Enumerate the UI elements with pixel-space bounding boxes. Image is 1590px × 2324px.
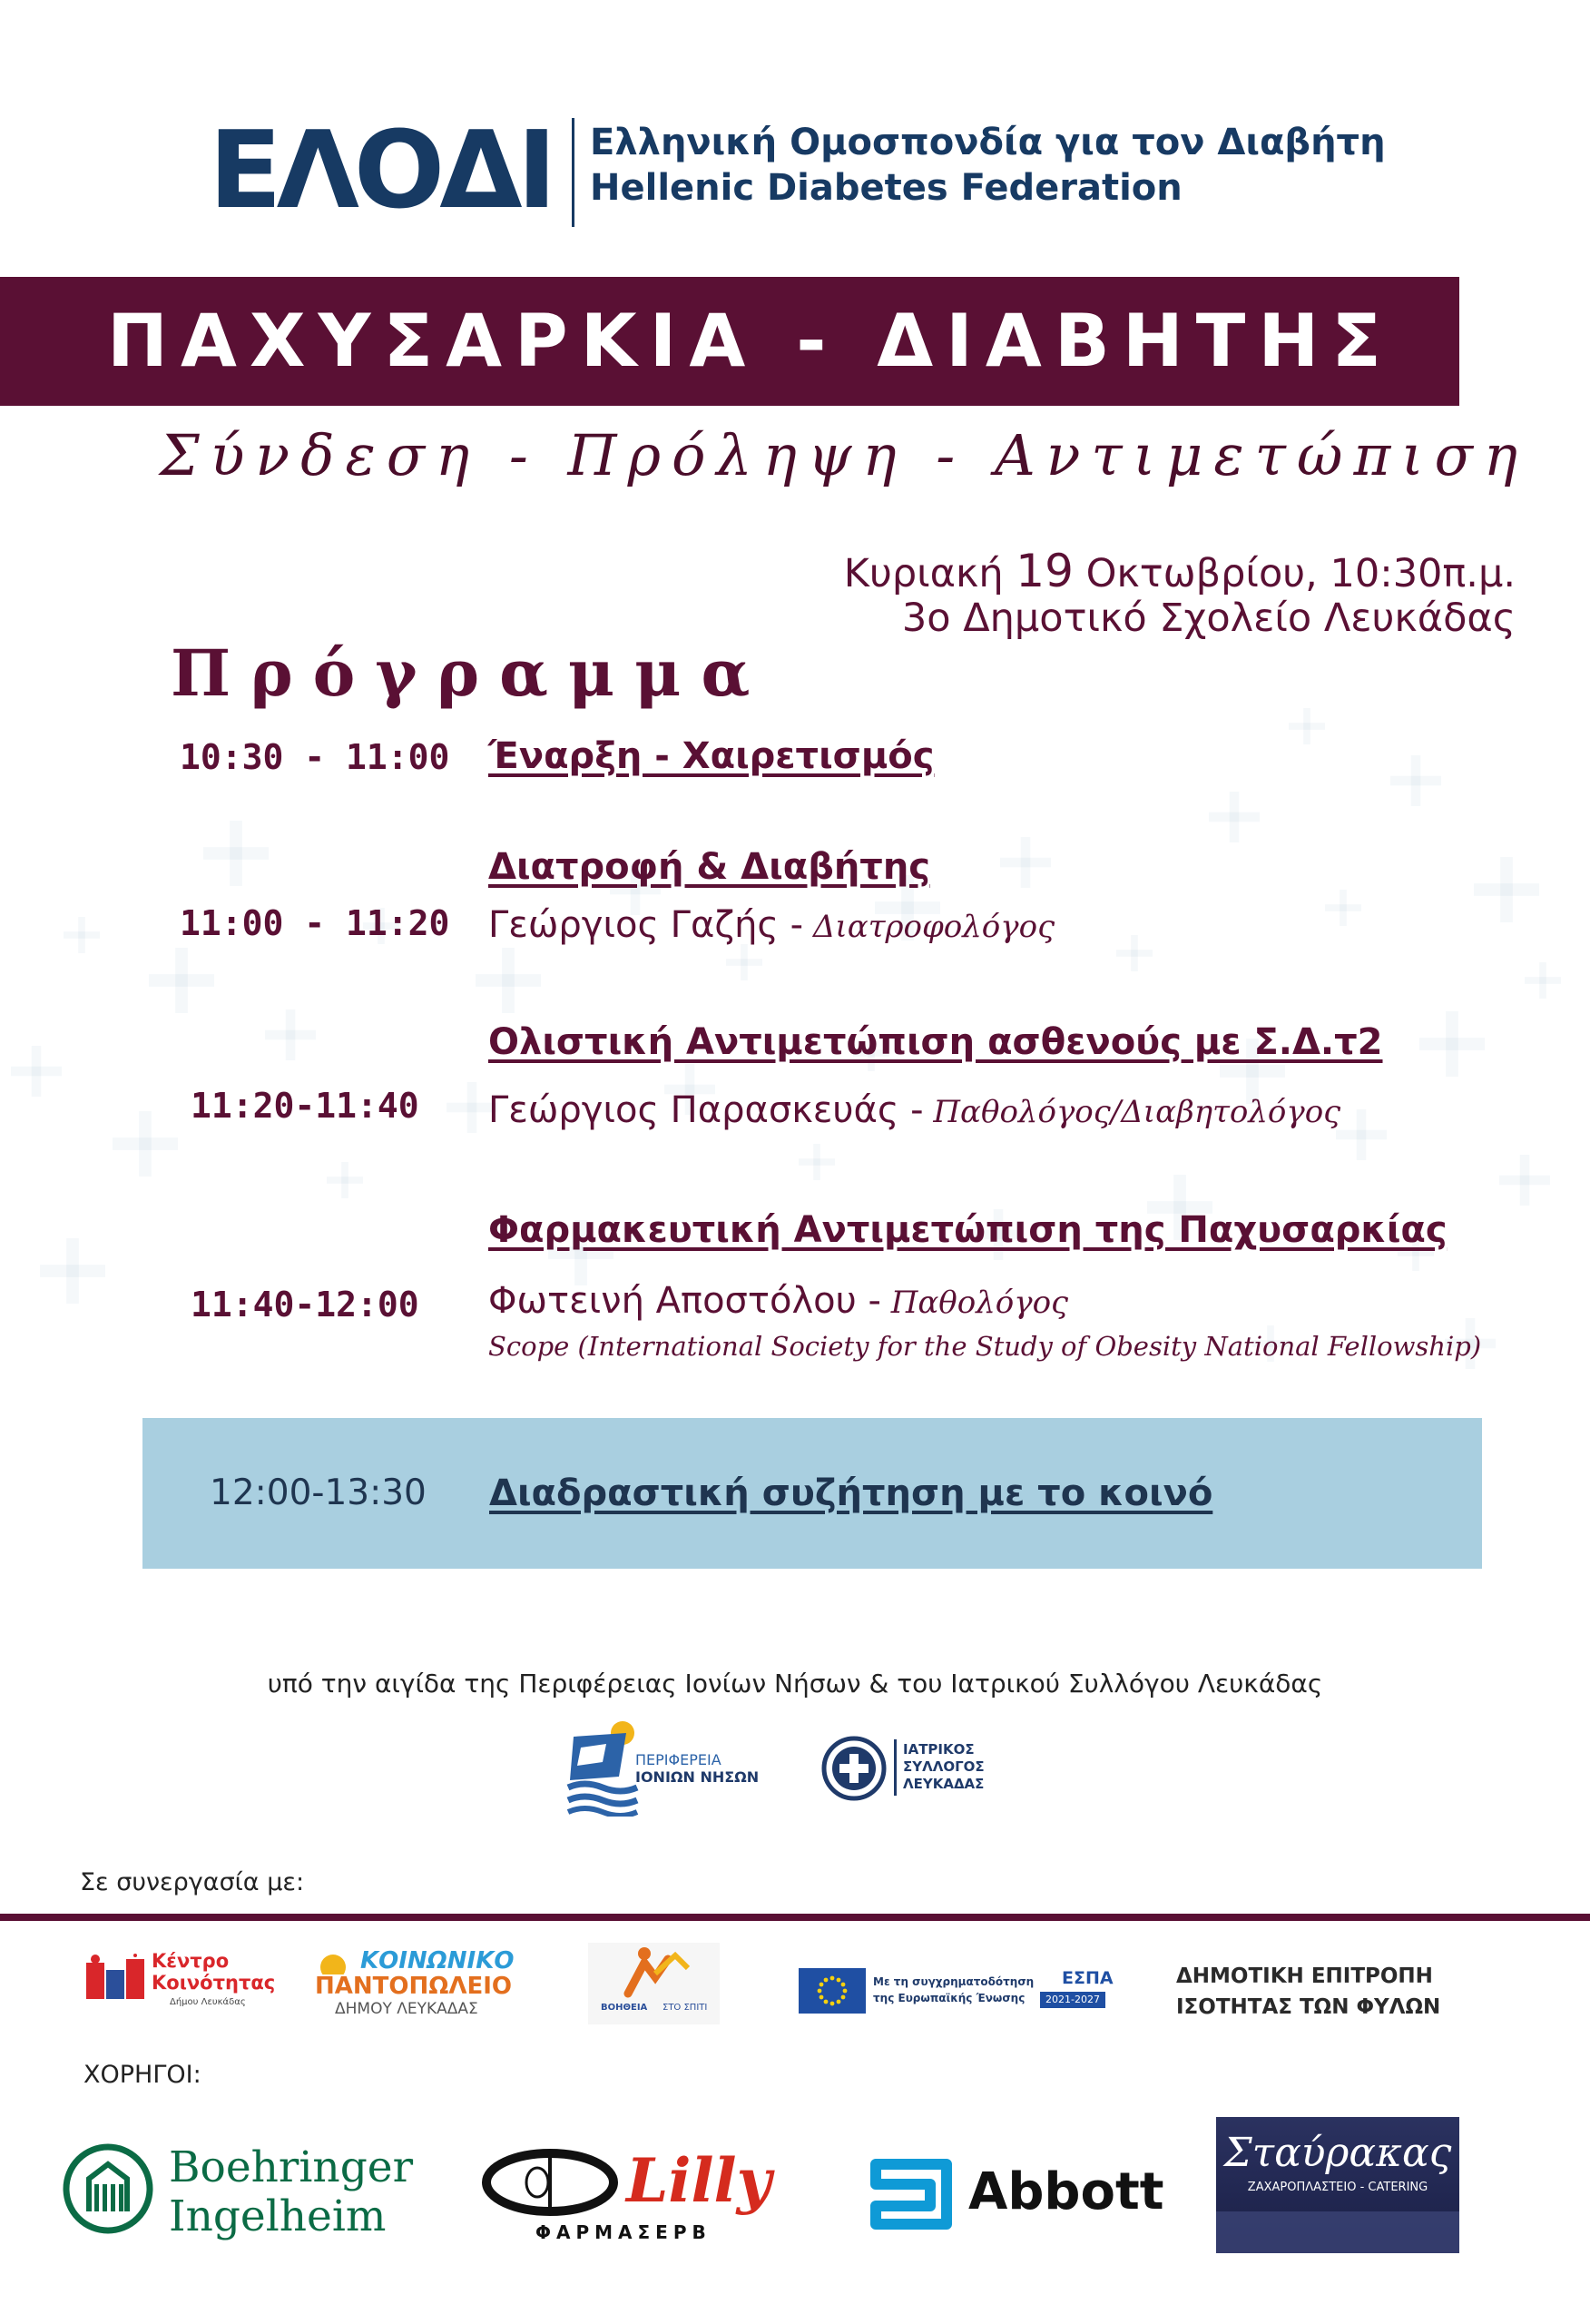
program-speaker: Φωτεινή Αποστόλου - Παθολόγος xyxy=(488,1280,1069,1322)
medical-association-logo xyxy=(821,1734,994,1807)
espa-badge xyxy=(1040,1992,1105,2008)
boehringer-text: Ingelheim xyxy=(169,2191,387,2241)
eliodi-logo xyxy=(209,109,1416,231)
background-cross xyxy=(476,948,541,1013)
ionian-region-emblem-icon xyxy=(566,1720,639,1817)
background-cross xyxy=(726,944,762,980)
boehringer-emblem-icon xyxy=(62,2142,154,2235)
program-speaker-role: Παθολόγος xyxy=(880,1285,1069,1321)
org-name-greek: Ελληνική Ομοσπονδία για τον Διαβήτη xyxy=(590,122,1386,163)
eu-flag-icon xyxy=(799,1968,866,2014)
community-center-logo xyxy=(86,1950,276,2014)
discussion-time: 12:00-13:30 xyxy=(210,1472,427,1513)
event-date-day: 19 xyxy=(1016,545,1074,597)
background-cross xyxy=(149,948,214,1013)
background-cross xyxy=(1390,755,1441,806)
boehringer-text: Boehringer xyxy=(169,2142,414,2192)
background-cross xyxy=(1325,890,1361,926)
medical-logo-divider xyxy=(894,1739,897,1796)
collaboration-divider xyxy=(0,1914,1590,1921)
stavrakas-skyline xyxy=(1216,2211,1459,2253)
home-help-emblem-icon xyxy=(619,1946,692,2001)
equality-committee-text: ΙΣΟΤΗΤΑΣ ΤΩΝ ΦΥΛΩΝ xyxy=(1176,1995,1441,2019)
home-help-logo xyxy=(588,1943,720,2024)
program-heading: Πρόγραμμα xyxy=(171,635,770,711)
collaboration-label: Σε συνεργασία με: xyxy=(80,1868,305,1896)
program-time: 11:40-12:00 xyxy=(191,1285,419,1324)
medical-logo-text: ΣΥΛΛΟΓΟΣ xyxy=(903,1758,985,1775)
background-cross xyxy=(64,917,100,953)
logo-divider xyxy=(572,118,574,227)
background-cross xyxy=(1000,837,1051,888)
program-talk-title: Έναρξη - Χαιρετισμός xyxy=(488,735,935,777)
lilly-text: Lilly xyxy=(626,2145,771,2216)
background-cross xyxy=(1499,1155,1550,1206)
program-speaker-role: Παθολόγος/Διαβητολόγος xyxy=(923,1094,1341,1130)
medical-cross-emblem-icon xyxy=(821,1736,887,1801)
background-cross xyxy=(1116,935,1153,971)
background-cross xyxy=(1525,962,1561,999)
background-cross xyxy=(1419,1011,1485,1077)
community-center-text: Κέντρο xyxy=(152,1950,230,1972)
background-cross xyxy=(1209,792,1260,842)
social-grocery-logo xyxy=(313,1947,517,2020)
ionian-region-logo-text: ΙΟΝΙΩΝ ΝΗΣΩΝ xyxy=(635,1768,760,1786)
event-date: Κυριακή 19 Οκτωβρίου, 10:30π.μ. xyxy=(843,545,1516,597)
community-center-emblem-icon xyxy=(86,1954,146,2004)
background-cross xyxy=(327,1162,363,1198)
program-speaker-note: Scope (International Society for the Study of Obesity National Fellowship) xyxy=(488,1331,1482,1362)
stavrakas-subtitle: ΖΑΧΑΡΟΠΛΑΣΤΕΙΟ - CATERING xyxy=(1247,2181,1428,2194)
social-grocery-text: ΔΗΜΟΥ ΛΕΥΚΑΔΑΣ xyxy=(335,2000,478,2018)
ionian-region-logo-text: ΠΕΡΙΦΕΡΕΙΑ xyxy=(635,1751,721,1768)
event-venue: 3ο Δημοτικό Σχολείο Λευκάδας xyxy=(901,596,1516,641)
home-help-text: ΒΟΗΘΕΙΑ xyxy=(601,2003,648,2013)
program-speaker-role: Διατροφολόγος xyxy=(803,909,1055,945)
abbott-text: Abbott xyxy=(968,2162,1164,2221)
medical-logo-text: ΛΕΥΚΑΔΑΣ xyxy=(903,1776,985,1792)
sun-emblem-icon xyxy=(313,1947,353,1974)
aegis-text: υπό την αιγίδα της Περιφέρειας Ιονίων Νήσων & του Ιατρικού Συλλόγου Λευκάδας xyxy=(267,1669,1323,1699)
background-cross xyxy=(203,821,269,886)
program-speaker: Γεώργιος Παρασκευάς - Παθολόγος/Διαβητολόγος xyxy=(488,1089,1341,1131)
event-title: ΠΑΧΥΣΑΡΚΙΑ - ΔΙΑΒΗΤΗΣ xyxy=(107,299,1394,383)
title-banner xyxy=(0,277,1459,406)
espa-years-text: 2021-2027 xyxy=(1045,1994,1100,2005)
background-cross xyxy=(1474,857,1539,922)
community-center-text: Δήμου Λευκάδας xyxy=(170,1997,246,2007)
boehringer-logo xyxy=(62,2141,414,2241)
program-time: 11:20-11:40 xyxy=(191,1086,419,1126)
background-cross xyxy=(40,1238,105,1304)
program-time: 10:30 - 11:00 xyxy=(180,737,450,777)
eu-espa-logo xyxy=(799,1968,1114,2015)
program-speaker: Γεώργιος Γαζής - Διατροφολόγος xyxy=(488,904,1055,946)
abbott-emblem-icon xyxy=(867,2159,956,2230)
program-talk-title: Ολιστική Αντιμετώπιση ασθενούς με Σ.Δ.τ2 xyxy=(488,1021,1383,1063)
background-cross xyxy=(1336,1109,1387,1160)
social-grocery-text: ΠΑΝΤΟΠΩΛΕΙΟ xyxy=(315,1973,513,2000)
discussion-title: Διαδραστική συζήτηση με το κοινό xyxy=(489,1472,1213,1514)
ionian-region-logo xyxy=(566,1720,760,1820)
org-name-english: Hellenic Diabetes Federation xyxy=(590,167,1183,209)
stavrakas-logo xyxy=(1216,2117,1459,2253)
equality-committee-text: ΔΗΜΟΤΙΚΗ ΕΠΙΤΡΟΠΗ xyxy=(1176,1965,1433,1988)
discussion-bar xyxy=(142,1418,1482,1569)
farmaserv-text: ΦΑΡΜΑΣΕΡΒ xyxy=(535,2221,712,2243)
eu-text: Με τη συγχρηματοδότηση xyxy=(873,1975,1035,1988)
background-cross xyxy=(11,1046,62,1097)
farmaserv-emblem-icon xyxy=(481,2149,619,2216)
program-time: 11:00 - 11:20 xyxy=(180,903,450,943)
stavrakas-text: Σταύρακας xyxy=(1223,2130,1452,2176)
eu-text: της Ευρωπαϊκής Ένωσης xyxy=(873,1992,1026,2004)
abbott-logo xyxy=(867,2159,1164,2231)
home-help-text: ΣΤΟ ΣΠΙΤΙ xyxy=(662,2003,708,2013)
logo-mark: ΕΛΟΔΙ xyxy=(209,107,552,232)
background-cross xyxy=(113,1111,178,1177)
farmaserv-lilly-logo xyxy=(481,2145,771,2247)
espa-text: ΕΣΠΑ xyxy=(1062,1968,1114,1988)
program-talk-title: Φαρμακευτική Αντιμετώπιση της Παχυσαρκίας xyxy=(488,1209,1448,1251)
medical-logo-text: ΙΑΤΡΙΚΟΣ xyxy=(903,1741,975,1758)
background-cross xyxy=(799,1144,835,1180)
sponsors-label: ΧΟΡΗΓΟΙ: xyxy=(83,2061,201,2089)
community-center-text: Κοινότητας xyxy=(152,1972,276,1994)
background-cross xyxy=(1289,708,1325,744)
event-subtitle: Σύνδεση - Πρόληψη - Αντιμετώπιση xyxy=(159,422,1528,488)
program-talk-title: Διατροφή & Διαβήτης xyxy=(488,846,931,888)
background-cross xyxy=(265,1009,316,1060)
social-grocery-text: ΚΟΙΝΩΝΙΚΟ xyxy=(360,1947,515,1974)
